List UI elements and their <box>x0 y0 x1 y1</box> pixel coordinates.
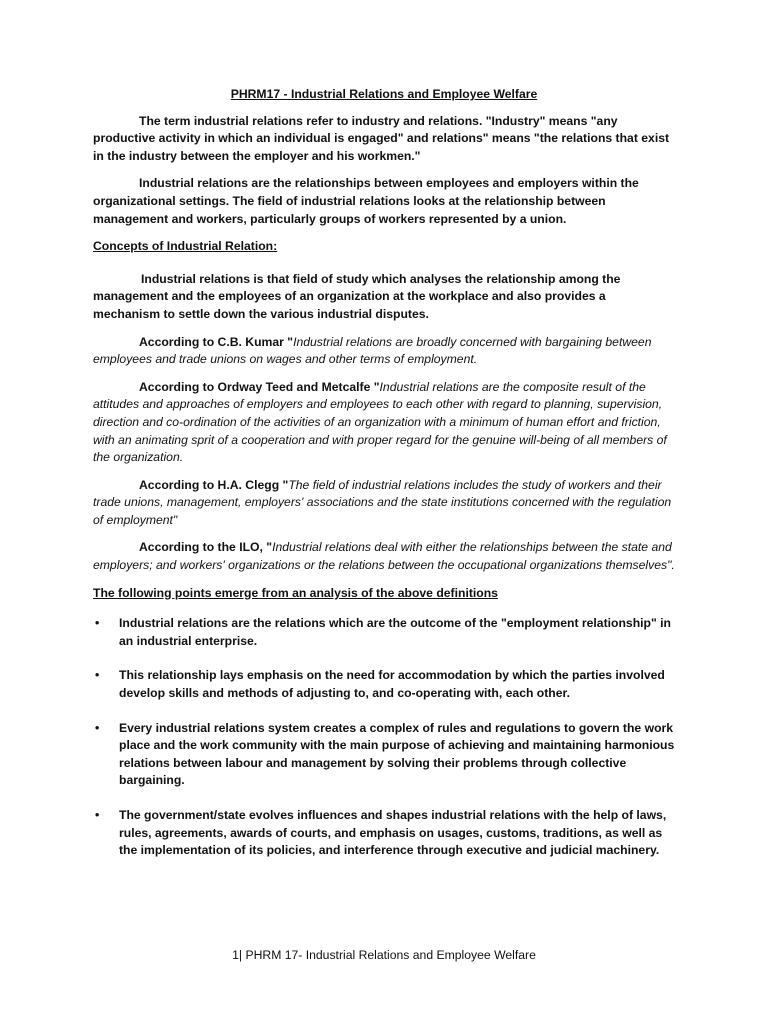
list-item <box>93 807 675 860</box>
definition-clegg <box>93 477 675 530</box>
list-item-text: Industrial relations are the relations which are the outcome of the "employment relationship" in an industrial enterprise. <box>119 616 671 648</box>
document-body <box>93 86 675 877</box>
definition-lead: According to the ILO, " <box>139 540 273 555</box>
list-item-text: This relationship lays emphasis on the need for accommodation by which the parties involved develop skills and methods of adjusting to, and co-operating with, each other. <box>119 668 665 701</box>
definition-ilo <box>93 539 675 574</box>
list-item <box>93 615 675 650</box>
page-footer: 1| PHRM 17- Industrial Relations and Employee Welfare <box>232 948 536 962</box>
list-item <box>93 667 675 702</box>
definition-quote: Industrial relations deal with either the relationships between the state and employers; and workers' organizations or the relations between the occupational organizations themselves". <box>93 540 675 573</box>
intro-paragraph-2: Industrial relations are the relationships between employees and employers within the organizational settings. The field of industrial relations looks at the relationship between management and workers, particularly groups of workers represented by a union. <box>93 176 639 226</box>
bullet-icon: • <box>95 668 100 683</box>
list-item-text: Every industrial relations system creates a complex of rules and regulations to govern the work place and the work community with the main purpose of achieving and maintaining harmonious relations between labour and management by solving their problems through collective bargaining. <box>119 720 675 788</box>
definition-lead: According to Ordway Teed and Metcalfe " <box>139 379 380 394</box>
definition-teed-metcalfe <box>93 379 675 467</box>
points-list <box>93 615 675 860</box>
bullet-icon: • <box>95 720 100 735</box>
bullet-icon: • <box>95 616 100 631</box>
list-item <box>93 720 675 790</box>
intro-paragraph-1: The term industrial relations refer to industry and relations. "Industry" means "any productive activity in which an individual is engaged" and relations" means "the relations that exist in the industry between the employer and his workmen." <box>93 113 670 163</box>
definition-quote: Industrial relations are broadly concerned with bargaining between employees and trade unions on wages and other terms of employment. <box>93 334 652 367</box>
definition-lead: According to C.B. Kumar " <box>139 334 294 349</box>
concepts-heading: Concepts of Industrial Relation: <box>93 239 278 254</box>
list-item-text: The government/state evolves influences and shapes industrial relations with the help of laws, rules, agreements, awards of courts, and emphasis on usages, customs, traditions, as well as the implementation of its policies, and interference through executive and judicial machinery. <box>119 808 667 858</box>
definition-quote: Industrial relations are the composite result of the attitudes and approaches of employers and employees to each other with regard to planning, supervision, direction and co-ordination of the activities of an organization with a minimum of human effort and friction, with an animating sprit of a cooperation and with proper regard for the genuine will-being of all members of the organization. <box>93 379 667 465</box>
points-heading: The following points emerge from an analysis of the above definitions <box>93 585 498 600</box>
definition-kumar <box>93 334 675 369</box>
definition-lead: According to H.A. Clegg " <box>139 477 289 492</box>
concepts-paragraph: Industrial relations is that field of study which analyses the relationship among the management and the employees of an organization at the workplace and also provides a mechanism to settle down the various industrial disputes. <box>93 271 621 321</box>
definition-quote: The field of industrial relations includes the study of workers and their trade unions, management, employers' associations and the state institutions concerned with the regulation of employment" <box>93 477 672 527</box>
bullet-icon: • <box>95 808 100 822</box>
document-title: PHRM17 - Industrial Relations and Employee Welfare <box>230 87 538 101</box>
